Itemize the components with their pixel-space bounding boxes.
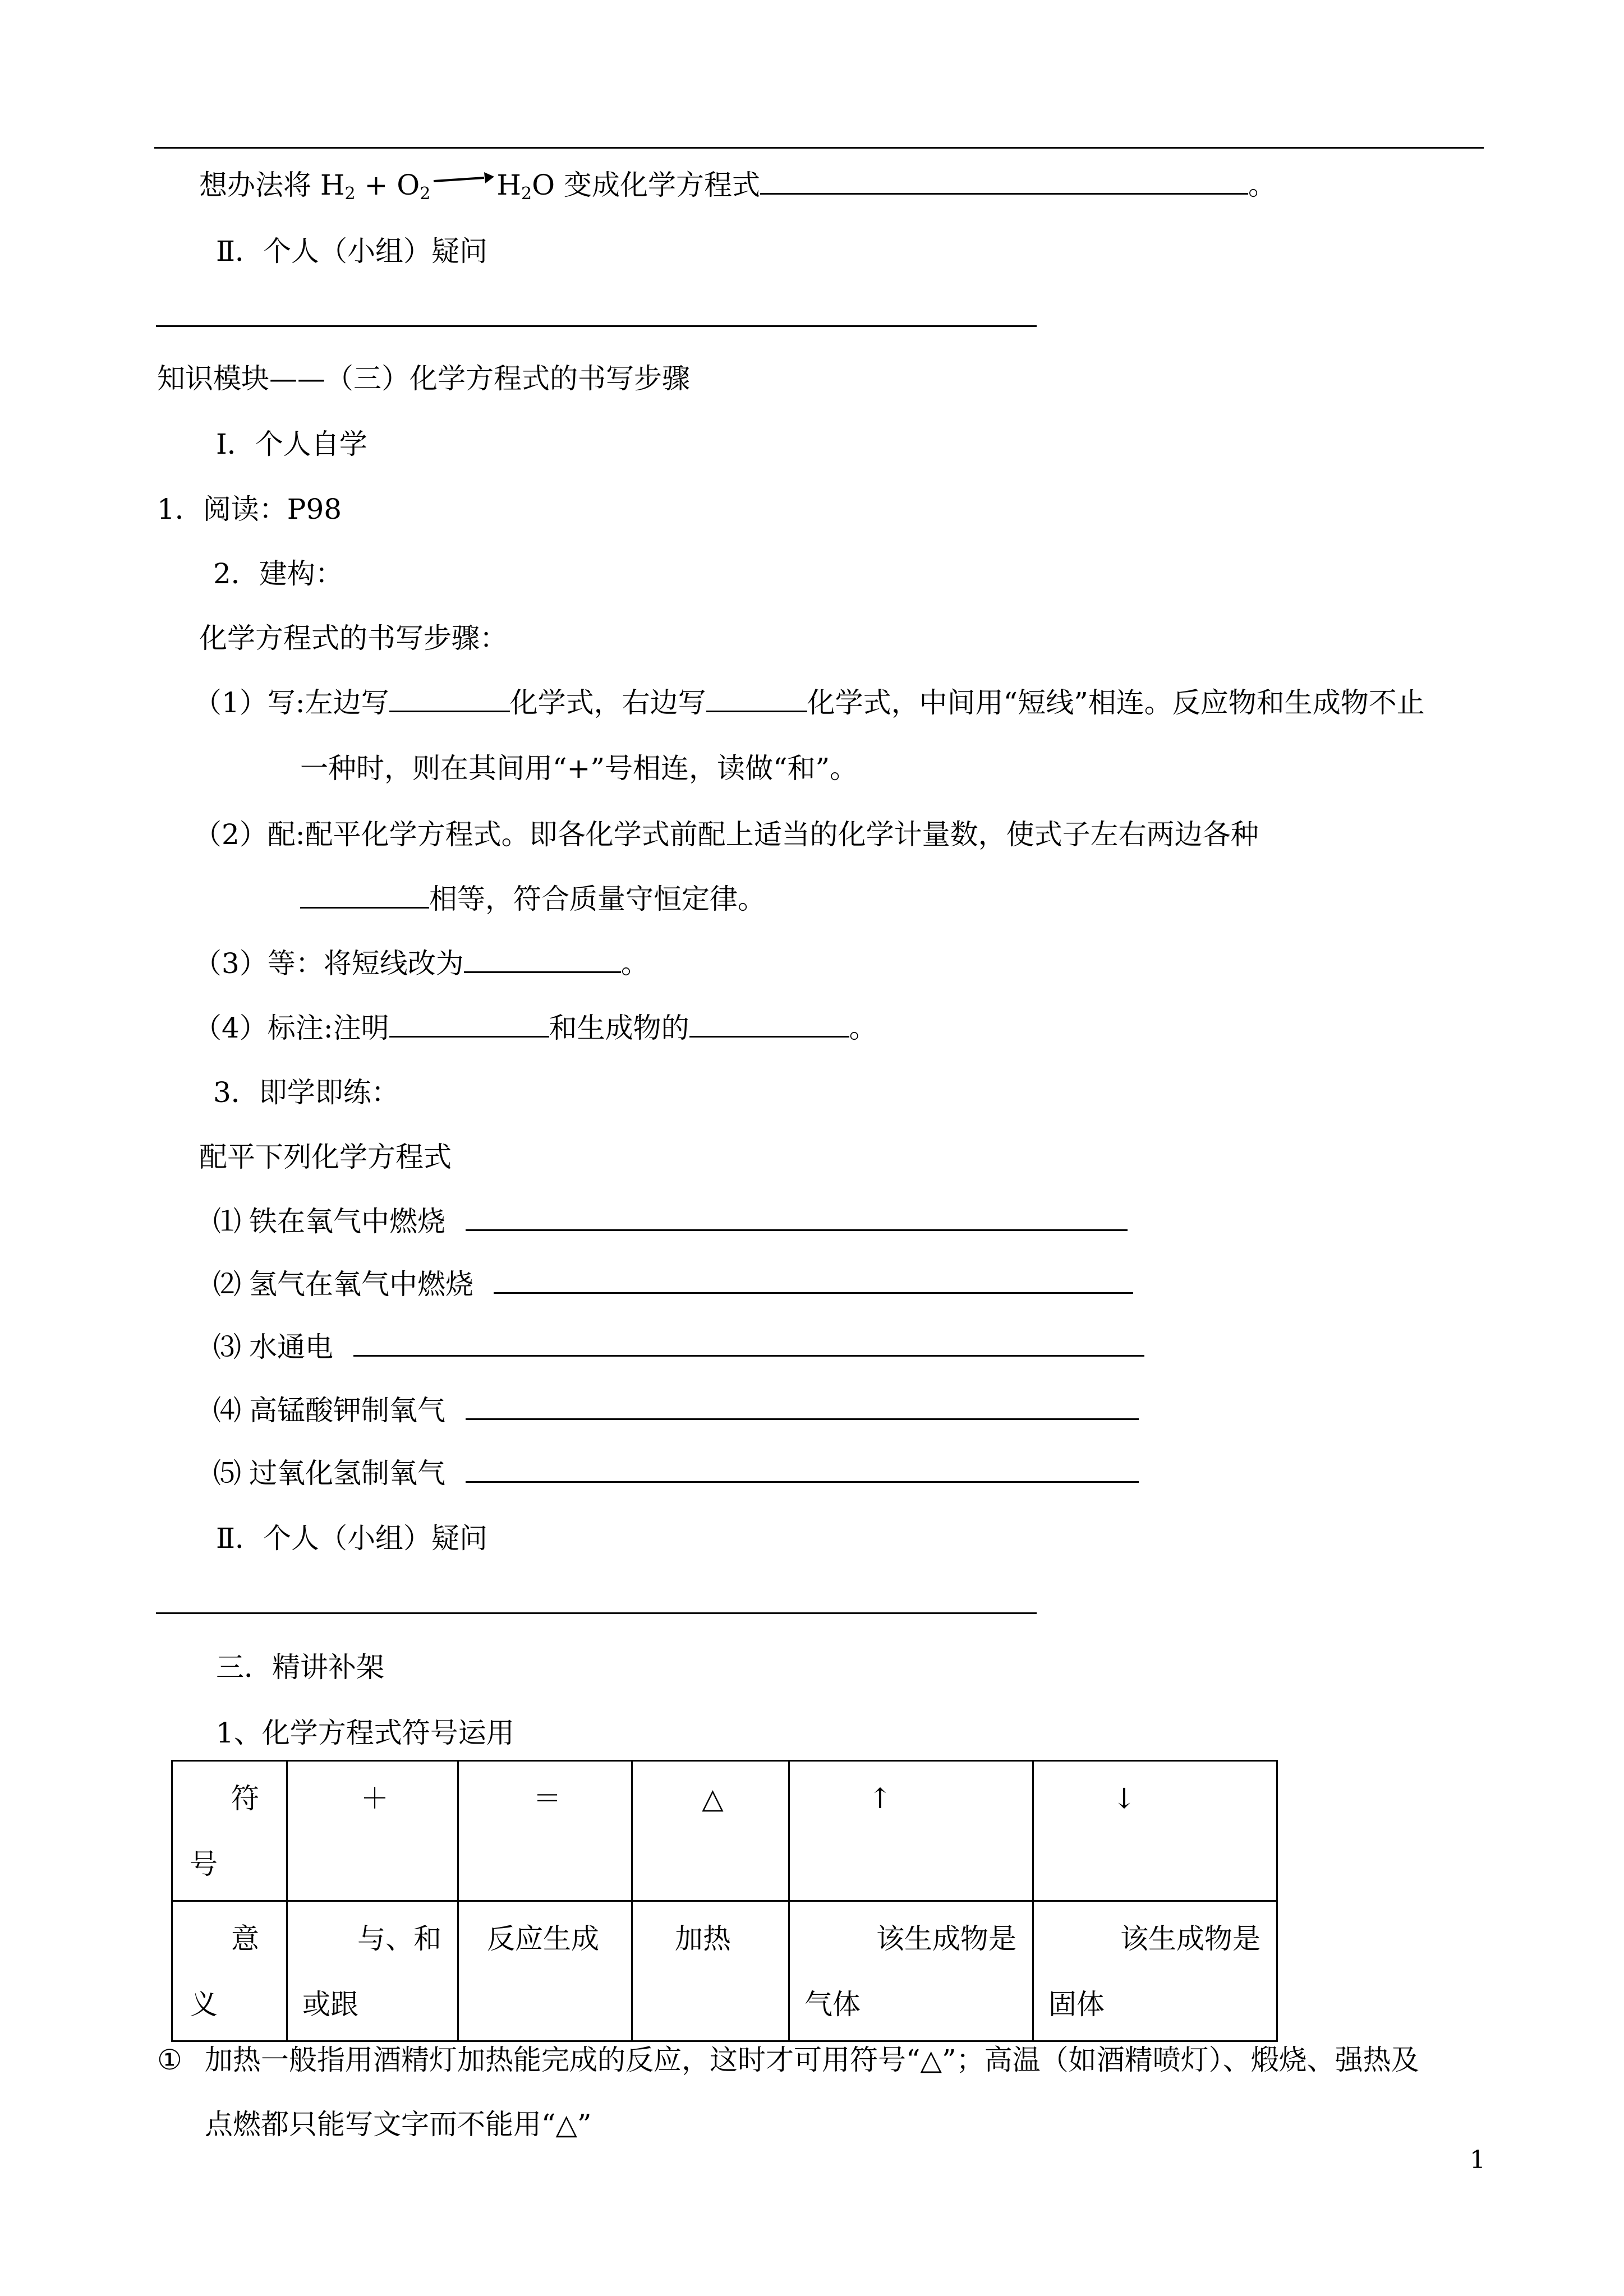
table-cell: 该生成物是 固体 bbox=[1033, 1901, 1277, 2041]
question-answer-line[interactable] bbox=[156, 325, 1037, 327]
table-cell: ↓ bbox=[1033, 1761, 1277, 1901]
practice-heading: 3．即学即练： bbox=[213, 1076, 399, 1109]
balance-title: 配平下列化学方程式 bbox=[199, 1141, 452, 1173]
note-text-continued: 点燃都只能写文字而不能用“△” bbox=[205, 2108, 592, 2141]
question-answer-line[interactable] bbox=[156, 1612, 1037, 1614]
self-study-heading: Ⅰ．个人自学 bbox=[216, 428, 367, 460]
answer-blank[interactable] bbox=[353, 1354, 1144, 1357]
step-3: （3）等：将短线改为 。 bbox=[194, 947, 649, 980]
answer-blank[interactable] bbox=[689, 1035, 849, 1038]
table-cell: △ bbox=[632, 1761, 789, 1901]
exercise-3: ⑶ 水通电 bbox=[213, 1333, 1144, 1361]
table-cell: ＋ bbox=[287, 1761, 458, 1901]
step-4: （4）标注:注明 和生成物的 。 bbox=[194, 1012, 877, 1044]
answer-blank[interactable] bbox=[466, 1481, 1139, 1483]
answer-blank[interactable] bbox=[706, 710, 807, 712]
answer-blank[interactable] bbox=[466, 1418, 1139, 1420]
answer-blank[interactable] bbox=[300, 906, 429, 909]
step-2: （2）配:配平化学方程式。即各化学式前配上适当的化学计量数，使式子左右两边各种 bbox=[194, 818, 1259, 851]
reaction-arrow-icon bbox=[433, 171, 494, 191]
step-2-continued: 相等，符合质量守恒定律。 bbox=[300, 885, 766, 913]
subsection-heading: 1、化学方程式符号运用 bbox=[216, 1717, 514, 1749]
table-cell: 反应生成 bbox=[458, 1901, 632, 2041]
exercise-5: ⑸ 过氧化氢制氧气 bbox=[213, 1459, 1139, 1487]
answer-blank[interactable] bbox=[760, 192, 1248, 195]
build-item: 2．建构： bbox=[213, 557, 343, 590]
equation-line: 想办法将 $H_2 + O_2$ $H_2O$ 变成化学方程式 。 bbox=[199, 169, 1276, 204]
exercise-4: ⑷ 高锰酸钾制氧气 bbox=[213, 1396, 1139, 1424]
answer-blank[interactable] bbox=[464, 971, 621, 973]
exercise-2: ⑵ 氢气在氧气中燃烧 bbox=[213, 1270, 1133, 1298]
answer-blank[interactable] bbox=[494, 1292, 1133, 1294]
table-header-cell: 意 义 bbox=[172, 1901, 287, 2041]
table-cell: ＝ bbox=[458, 1761, 632, 1901]
table-header-cell: 符 号 bbox=[172, 1761, 287, 1901]
section-heading: 三．精讲补架 bbox=[216, 1651, 384, 1684]
table-cell: ↑ bbox=[789, 1761, 1033, 1901]
answer-blank[interactable] bbox=[389, 1035, 549, 1038]
question-heading: Ⅱ．个人（小组）疑问 bbox=[216, 1522, 487, 1555]
answer-blank[interactable] bbox=[466, 1229, 1128, 1231]
header-rule bbox=[154, 147, 1484, 149]
reading-item: 1．阅读：P98 bbox=[157, 493, 342, 525]
answer-blank[interactable] bbox=[389, 710, 510, 712]
question-heading: Ⅱ．个人（小组）疑问 bbox=[216, 235, 487, 268]
table-row bbox=[172, 1761, 1277, 1901]
note-number: ① bbox=[157, 2044, 182, 2076]
step-1-continued: 一种时，则在其间用“+”号相连，读做“和”。 bbox=[300, 752, 858, 785]
step-1: （1）写:左边写 化学式，右边写 化学式，中间用“短线”相连。反应物和生成物不止 bbox=[194, 686, 1425, 719]
table-cell: 该生成物是 气体 bbox=[789, 1901, 1033, 2041]
table-cell: 加热 bbox=[632, 1901, 789, 2041]
steps-title: 化学方程式的书写步骤： bbox=[199, 622, 508, 654]
note-text: 加热一般指用酒精灯加热能完成的反应，这时才可用符号“△”；高温（如酒精喷灯）、煅烧、强热及 bbox=[205, 2044, 1419, 2076]
symbol-table bbox=[171, 1760, 1278, 2042]
table-row bbox=[172, 1901, 1277, 2041]
exercise-1: ⑴ 铁在氧气中燃烧 bbox=[213, 1207, 1128, 1235]
page-number: 1 bbox=[1470, 2146, 1485, 2174]
module-title: 知识模块——（三）化学方程式的书写步骤 bbox=[157, 362, 690, 395]
table-cell: 与、和 或跟 bbox=[287, 1901, 458, 2041]
